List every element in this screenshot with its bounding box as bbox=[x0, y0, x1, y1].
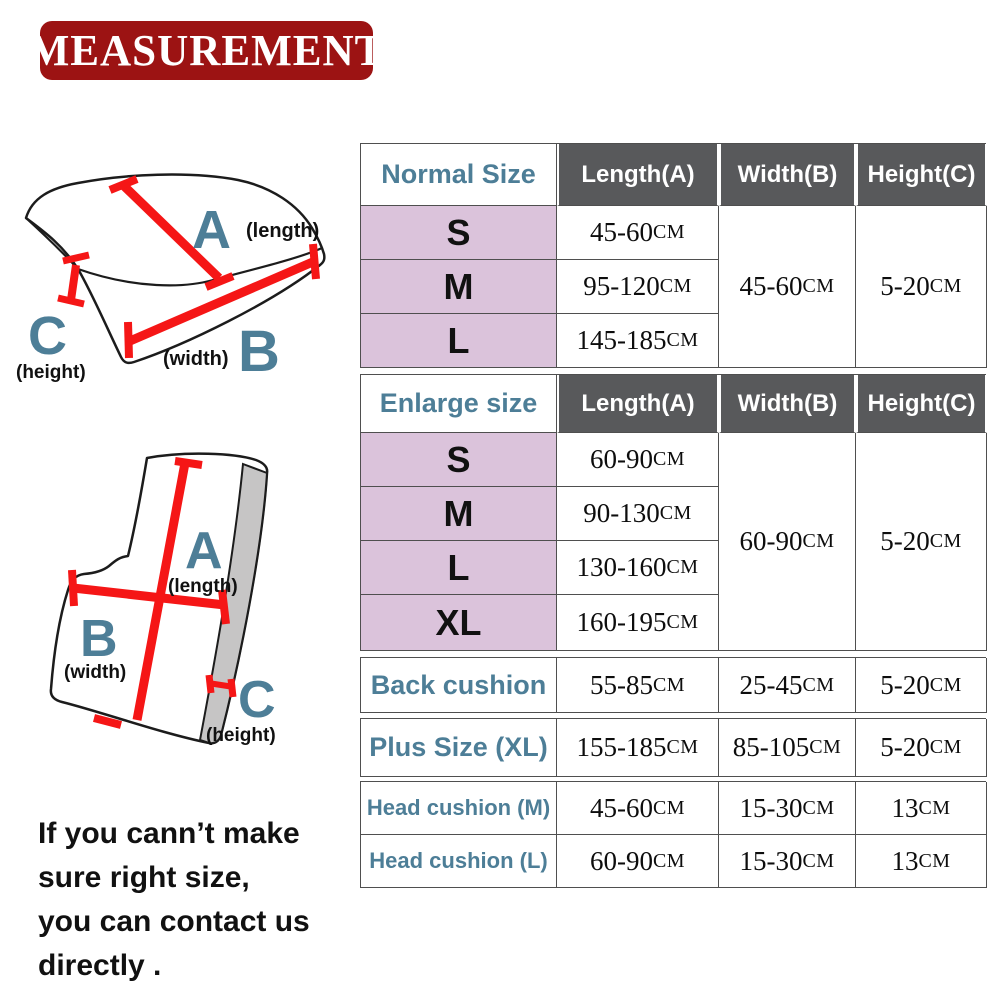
height-value: 5-20 CM bbox=[856, 658, 987, 713]
col-header-width: Width(B) bbox=[719, 375, 856, 433]
normal-size-table bbox=[360, 143, 986, 368]
page-title: MEASUREMENT bbox=[28, 26, 385, 75]
contact-note bbox=[38, 812, 368, 988]
length-value: 60-90 CM bbox=[557, 835, 719, 888]
label-b-note: (width) bbox=[64, 662, 127, 683]
height-value: 13 CM bbox=[856, 835, 987, 888]
enlarge-size-header: Enlarge size bbox=[361, 375, 557, 433]
length-value: 160-195 CM bbox=[557, 595, 719, 651]
enlarge-size-table bbox=[360, 374, 986, 651]
width-value: 15-30 CM bbox=[719, 782, 856, 835]
width-value-merged: 60-90 CM bbox=[719, 433, 856, 651]
label-c: C bbox=[238, 671, 276, 729]
plus-size-row bbox=[360, 718, 986, 777]
measure-tick bbox=[128, 322, 129, 358]
height-value-merged: 5-20 CM bbox=[856, 206, 987, 368]
row-label: Back cushion bbox=[361, 658, 557, 713]
size-cell: M bbox=[361, 487, 557, 541]
measure-tick bbox=[72, 570, 74, 606]
length-value: 95-120 CM bbox=[557, 260, 719, 314]
measure-tick bbox=[231, 679, 233, 697]
head-cushion-table bbox=[360, 781, 986, 888]
label-c: C bbox=[28, 306, 67, 366]
width-value: 85-105 CM bbox=[719, 719, 856, 777]
measurement-banner bbox=[28, 21, 385, 80]
back-cushion-row bbox=[360, 657, 986, 713]
size-cell: S bbox=[361, 433, 557, 487]
measure-tick bbox=[313, 244, 316, 279]
length-value: 155-185 CM bbox=[557, 719, 719, 777]
row-label: Head cushion (L) bbox=[361, 835, 557, 888]
label-b: B bbox=[80, 610, 118, 668]
length-value: 45-60 CM bbox=[557, 782, 719, 835]
size-cell: M bbox=[361, 260, 557, 314]
note-line: you can contact us bbox=[38, 905, 310, 938]
col-header-width: Width(B) bbox=[719, 144, 856, 206]
length-value: 60-90 CM bbox=[557, 433, 719, 487]
label-a: A bbox=[192, 200, 231, 260]
width-value-merged: 45-60 CM bbox=[719, 206, 856, 368]
row-label: Plus Size (XL) bbox=[361, 719, 557, 777]
note-line: If you cann’t make bbox=[38, 817, 300, 850]
length-value: 90-130 CM bbox=[557, 487, 719, 541]
row-label: Head cushion (M) bbox=[361, 782, 557, 835]
measure-line-c bbox=[71, 265, 76, 300]
label-a-note: (length) bbox=[246, 220, 320, 242]
length-value: 55-85 CM bbox=[557, 658, 719, 713]
col-header-length: Length(A) bbox=[557, 375, 719, 433]
label-c-note: (height) bbox=[16, 362, 86, 383]
size-cell: S bbox=[361, 206, 557, 260]
length-value: 145-185 CM bbox=[557, 314, 719, 368]
size-cell: L bbox=[361, 314, 557, 368]
col-header-length: Length(A) bbox=[557, 144, 719, 206]
label-a: A bbox=[185, 522, 223, 580]
measure-tick bbox=[175, 461, 202, 465]
col-header-height: Height(C) bbox=[856, 375, 987, 433]
col-header-height: Height(C) bbox=[856, 144, 987, 206]
length-value: 45-60 CM bbox=[557, 206, 719, 260]
width-value: 15-30 CM bbox=[719, 835, 856, 888]
label-b-note: (width) bbox=[163, 348, 229, 370]
back-cushion-diagram bbox=[40, 440, 340, 760]
height-value: 13 CM bbox=[856, 782, 987, 835]
size-cell: L bbox=[361, 541, 557, 595]
width-value: 25-45 CM bbox=[719, 658, 856, 713]
measure-tick bbox=[209, 675, 211, 693]
size-cell: XL bbox=[361, 595, 557, 651]
height-value: 5-20 CM bbox=[856, 719, 987, 777]
label-b: B bbox=[238, 319, 280, 384]
note-line: directly . bbox=[38, 949, 162, 982]
label-a-note: (length) bbox=[168, 576, 238, 597]
note-line: sure right size, bbox=[38, 861, 250, 894]
length-value: 130-160 CM bbox=[557, 541, 719, 595]
height-value-merged: 5-20 CM bbox=[856, 433, 987, 651]
label-c-note: (height) bbox=[206, 725, 276, 746]
measure-tick bbox=[58, 298, 84, 304]
seat-cushion-diagram bbox=[10, 148, 360, 393]
normal-size-header: Normal Size bbox=[361, 144, 557, 206]
